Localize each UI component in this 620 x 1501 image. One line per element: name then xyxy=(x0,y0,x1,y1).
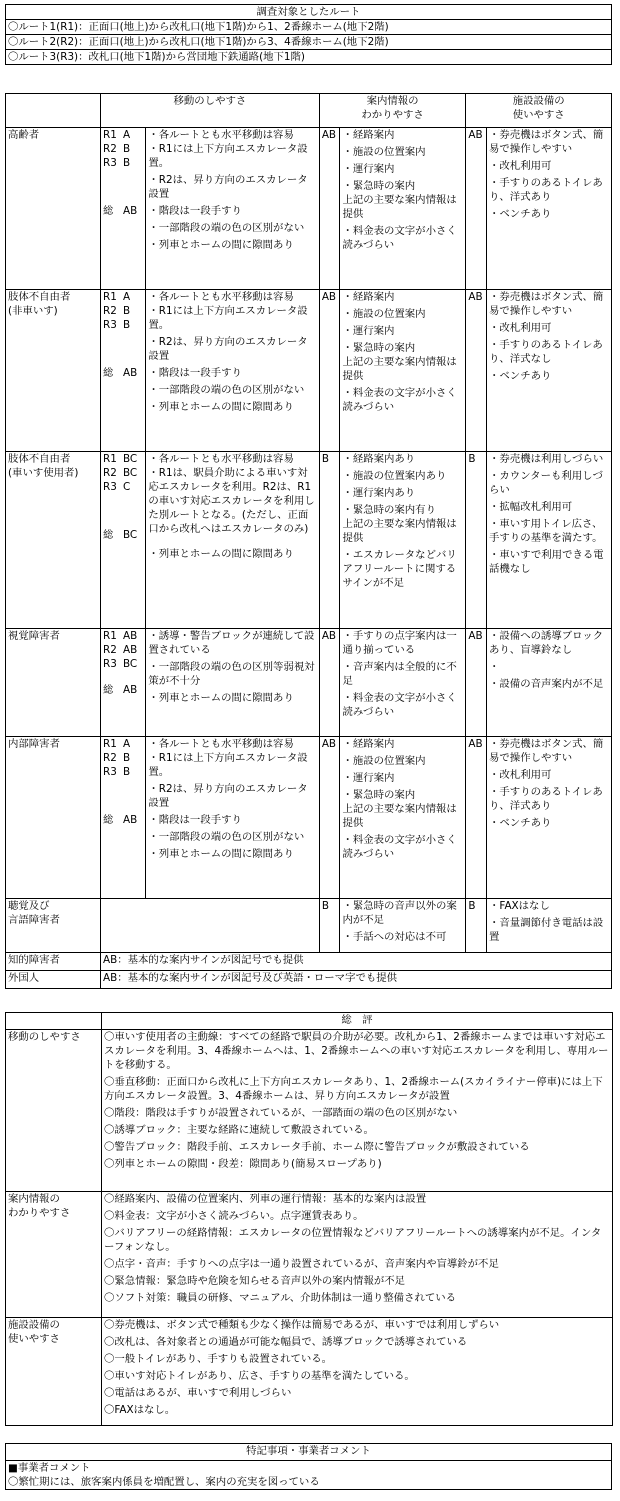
assessment-row xyxy=(6,899,612,953)
mobility-cell: ・各ルートとも水平移動は容易 ・R1には上下方向エスカレータ設置。 ・R2は、昇り方向のエスカレータ設置 ・階段は一段手すり ・一部階段の端の色の区別がない ・列車とホームの間に隙間あり xyxy=(146,737,319,899)
facility-grade: AB xyxy=(466,737,487,899)
info-grade: AB xyxy=(319,737,340,899)
assessment-table xyxy=(5,93,612,989)
mobility-cell-empty xyxy=(100,899,319,953)
assessment-row xyxy=(6,629,612,737)
facility-grade: AB xyxy=(466,629,487,737)
route-grades: R1 BC R2 BC R3 C 総 BC xyxy=(100,452,145,629)
route-grades: R1 A R2 B R3 B 総 AB xyxy=(100,128,145,290)
review-title: 総 評 xyxy=(102,1013,613,1030)
mobility-cell: ・各ルートとも水平移動は容易 ・R1には上下方向エスカレータ設置。 ・R2は、昇り方向のエスカレータ設置 ・階段は一段手すり ・一部階段の端の色の区別がない ・列車とホームの間に隙間あり xyxy=(146,290,319,452)
facility-cell: ・券売機はボタン式、簡易で操作しやすい ・改札利用可 ・手すりのあるトイレあり、洋式なし ・ベンチあり xyxy=(487,290,612,452)
mobility-cell: ・誘導・警告ブロックが連続して設置されている ・一部階段の端の色の区別等弱視対策が不十分 ・列車とホームの間に隙間あり xyxy=(146,629,319,737)
info-grade: AB xyxy=(319,128,340,290)
info-cell: ・経路案内 ・施設の位置案内 ・運行案内 ・緊急時の案内 上記の主要な案内情報は提供 ・料金表の文字が小さく読みづらい xyxy=(340,290,466,452)
review-text: 〇車いす使用者の主動線：すべての経路で駅員の介助が必要。改札から1、2番線ホームまでは車いす対応エスカレータを利用。3、4番線ホームへは、1、2番線ホームへの車いす対応エスカレータを利用し、専用ルートを移動する。 〇垂直移動：正面口から改札に上下方向エスカレータあり、1、2番線ホーム(スカイライナー停車)には上下方向エスカレータ設置。3、4番線ホームは、昇り方向エスカレータが設置 〇階段：階段は手すりが設置されているが、一部踏面の端の色の区別がない 〇誘導ブロック：主要な経路に連続して敷設されている。 〇警告ブロック：階段手前、エスカレータ手前、ホーム際に警告ブロックが敷設されている 〇列車とホームの隙間・段差：隙間あり(簡易スロープあり) xyxy=(102,1030,613,1192)
facility-grade: AB xyxy=(466,128,487,290)
facility-grade: B xyxy=(466,452,487,629)
routes-table xyxy=(5,4,612,65)
category-cell: 内部障害者 xyxy=(6,737,101,899)
review-section xyxy=(6,1192,613,1318)
review-label: 施設設備の 使いやすさ xyxy=(6,1318,102,1426)
facility-grade: AB xyxy=(466,290,487,452)
footer-row xyxy=(6,953,612,971)
header-info: 案内情報の わかりやすさ xyxy=(319,94,466,128)
review-label: 案内情報の わかりやすさ xyxy=(6,1192,102,1318)
footer-category: 外国人 xyxy=(6,971,101,989)
assessment-row xyxy=(6,452,612,629)
route-item: 〇ルート3(R3)：改札口(地下1階)から営団地下鉄通路(地下1階) xyxy=(6,50,612,65)
route-item: 〇ルート1(R1)：正面口(地上)から改札口(地下1階)から1、2番線ホーム(地下2階) xyxy=(6,20,612,35)
review-header-blank xyxy=(6,1013,102,1030)
facility-cell: ・設備への誘導ブロックあり、盲導鈴なし ・ ・設備の音声案内が不足 xyxy=(487,629,612,737)
review-section xyxy=(6,1030,613,1192)
category-cell: 高齢者 xyxy=(6,128,101,290)
assessment-row xyxy=(6,128,612,290)
notes-table xyxy=(5,1443,612,1490)
category-cell: 肢体不自由者 (車いす使用者) xyxy=(6,452,101,629)
info-grade: AB xyxy=(319,629,340,737)
notes-body xyxy=(6,1461,612,1490)
assessment-row xyxy=(6,290,612,452)
category-cell: 肢体不自由者 (非車いす) xyxy=(6,290,101,452)
header-mobility: 移動のしやすさ xyxy=(100,94,319,128)
notes-line: 〇繁忙期には、旅客案内係員を増配置し、案内の充実を図っている xyxy=(8,1476,320,1488)
routes-title: 調査対象としたルート xyxy=(6,5,612,20)
route-grades: R1 A R2 B R3 B 総 AB xyxy=(100,737,145,899)
info-grade: AB xyxy=(319,290,340,452)
footer-row xyxy=(6,971,612,989)
info-grade: B xyxy=(319,452,340,629)
review-label: 移動のしやすさ xyxy=(6,1030,102,1192)
facility-cell: ・券売機は利用しづらい ・カウンターも利用しづらい ・拡幅改札利用可 ・車いす用トイレ広さ、手すりの基準を満たす。 ・車いすで利用できる電話機なし xyxy=(487,452,612,629)
facility-grade: B xyxy=(466,899,487,953)
mobility-cell: ・各ルートとも水平移動は容易 ・R1には上下方向エスカレータ設置。 ・R2は、昇り方向のエスカレータ設置 ・階段は一段手すり ・一部階段の端の色の区別がない ・列車とホームの間に隙間あり xyxy=(146,128,319,290)
overall-review-table xyxy=(5,1012,613,1426)
mobility-cell: ・各ルートとも水平移動は容易 ・R1は、駅員介助による車いす対応エスカレータを利用。R2は、R1の車いす対応エスカレータを利用した別ルートとなる。(ただし、正面口から改札へはエスカレータのみ) ・列車とホームの間に隙間あり xyxy=(146,452,319,629)
assessment-row xyxy=(6,737,612,899)
review-section xyxy=(6,1318,613,1426)
route-grades: R1 A R2 B R3 B 総 AB xyxy=(100,290,145,452)
footer-text: AB：基本的な案内サインが図記号及び英語・ローマ字でも提供 xyxy=(100,971,611,989)
notes-subtitle: ■事業者コメント xyxy=(8,1462,91,1474)
review-text: 〇経路案内、設備の位置案内、列車の運行情報：基本的な案内は設置 〇料金表：文字が小さく読みづらい。点字運賃表あり。 〇バリアフリーの経路情報：エスカレータの位置情報などバリアフリールートへの誘導案内が不足。インターフォンなし。 〇点字・音声：手すりへの点字は一通り設置されているが、音声案内や盲導鈴が不足 〇緊急情報：緊急時や危険を知らせる音声以外の案内情報が不足 〇ソフト対策：職員の研修、マニュアル、介助体制は一通り整備されている xyxy=(102,1192,613,1318)
facility-cell: ・FAXはなし ・音量調節付き電話は設置 xyxy=(487,899,612,953)
info-cell: ・経路案内 ・施設の位置案内 ・運行案内 ・緊急時の案内 上記の主要な案内情報は提供 ・料金表の文字が小さく読みづらい xyxy=(340,128,466,290)
notes-title: 特記事項・事業者コメント xyxy=(6,1444,612,1461)
facility-cell: ・券売機はボタン式、簡易で操作しやすい ・改札利用可 ・手すりのあるトイレあり、洋式あり ・ベンチあり xyxy=(487,737,612,899)
review-text: 〇券売機は、ボタン式で種類も少なく操作は簡易であるが、車いすでは利用しずらい 〇改札は、各対象者との通過が可能な幅員で、誘導ブロックで誘導されている 〇一般トイレがあり、手すりも設置されている。 〇車いす対応トイレがあり、広さ、手すりの基準を満たしている。 〇電話はあるが、車いすで利用しづらい 〇FAXはなし。 xyxy=(102,1318,613,1426)
info-cell: ・経路案内あり ・施設の位置案内あり ・運行案内あり ・緊急時の案内有り 上記の主要な案内情報は提供 ・エスカレータなどバリアフリールートに関するサインが不足 xyxy=(340,452,466,629)
footer-category: 知的障害者 xyxy=(6,953,101,971)
info-cell: ・経路案内 ・施設の位置案内 ・運行案内 ・緊急時の案内 上記の主要な案内情報は提供 ・料金表の文字が小さく読みづらい xyxy=(340,737,466,899)
route-grades: R1 AB R2 AB R3 BC 総 AB xyxy=(100,629,145,737)
category-cell: 聴覚及び 言語障害者 xyxy=(6,899,101,953)
category-cell: 視覚障害者 xyxy=(6,629,101,737)
route-item: 〇ルート2(R2)：正面口(地上)から改札口(地下1階)から3、4番線ホーム(地下2階) xyxy=(6,35,612,50)
header-blank xyxy=(6,94,101,128)
facility-cell: ・券売機はボタン式、簡易で操作しやすい ・改札利用可 ・手すりのあるトイレあり、洋式あり ・ベンチあり xyxy=(487,128,612,290)
info-cell: ・手すりの点字案内は一通り揃っている ・音声案内は全般的に不足 ・料金表の文字が小さく読みづらい xyxy=(340,629,466,737)
header-facility: 施設設備の 使いやすさ xyxy=(466,94,612,128)
info-cell: ・緊急時の音声以外の案内が不足 ・手話への対応は不可 xyxy=(340,899,466,953)
info-grade: B xyxy=(319,899,340,953)
footer-text: AB：基本的な案内サインが図記号でも提供 xyxy=(100,953,611,971)
